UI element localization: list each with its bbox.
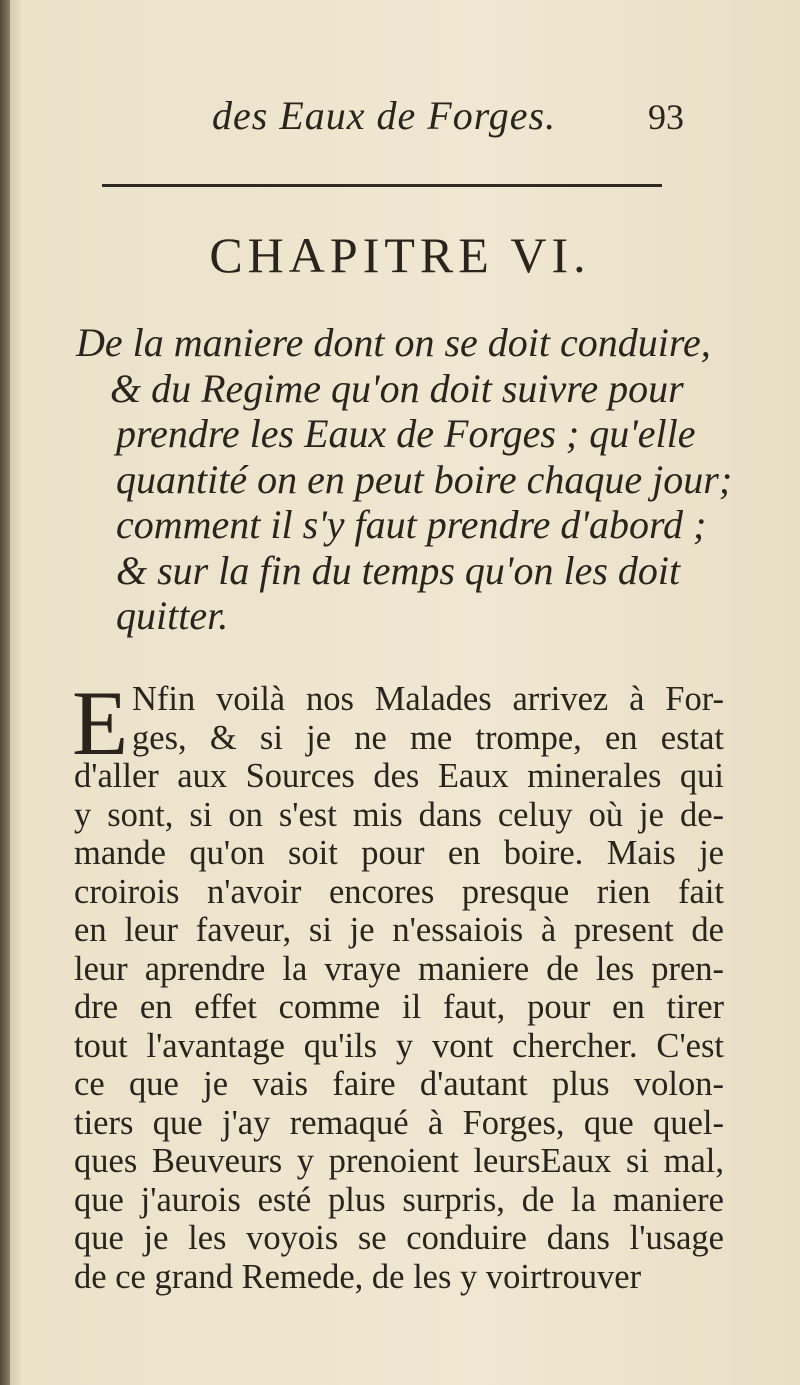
body-line: d'aller aux Sources des Eaux minerales qui — [74, 757, 724, 795]
page-gutter-shadow — [0, 0, 10, 1385]
subtitle-line: prendre les Eaux de Forges ; qu'elle — [116, 411, 696, 456]
drop-cap: E — [72, 672, 129, 774]
body-line: dre en effet comme il faut, pour en tirer — [74, 988, 724, 1026]
chapter-subtitle — [76, 320, 733, 639]
body-line: tiers que j'ay remaqué à Forges, que quel- — [74, 1103, 724, 1142]
subtitle-line: comment il s'y faut prendre d'abord ; — [116, 502, 707, 547]
chapter-heading: CHAPITRE VI. — [209, 227, 591, 283]
body-line: que je les voyois se conduire dans l'usage — [74, 1219, 724, 1257]
body-line: tout l'avantage qu'ils y vont chercher. C'est — [74, 1026, 724, 1065]
body-line: de ce grand Remede, de les y voirtrouver — [74, 1257, 642, 1296]
body-line: croirois n'avoir encores presque rien fait — [74, 872, 724, 911]
body-line: y sont, si on s'est mis dans celuy où je de- — [74, 795, 724, 834]
page-number: 93 — [648, 97, 684, 137]
body-line: Nfin voilà nos Malades arrivez à For- — [132, 680, 724, 718]
body-line: ques Beuveurs y prenoient leursEaux si mal, — [74, 1142, 724, 1180]
running-head-title: des Eaux de Forges. — [212, 93, 557, 138]
body-line: ce que je vais faire d'autant plus volon- — [74, 1065, 724, 1103]
subtitle-line: & sur la fin du temps qu'on les doit — [116, 547, 681, 593]
body-line: ges, & si je ne me trompe, en estat — [132, 718, 724, 757]
body-line: en leur faveur, si je n'essaiois à present de — [74, 911, 724, 949]
subtitle-line: De la maniere dont on se doit conduire, — [76, 320, 711, 365]
body-line: leur aprendre la vraye maniere de les pren- — [74, 949, 724, 988]
body-line: que j'aurois esté plus surpris, de la maniere — [74, 1180, 724, 1219]
subtitle-line: & du Regime qu'on doit suivre pour — [110, 365, 684, 411]
header-rule — [102, 184, 662, 187]
subtitle-line: quantité on en peut boire chaque jour; — [116, 456, 733, 502]
body-paragraph — [72, 672, 724, 1296]
body-line: mande qu'on soit pour en boire. Mais je — [74, 834, 724, 872]
subtitle-line: quitter. — [116, 593, 229, 638]
running-head — [0, 92, 800, 142]
